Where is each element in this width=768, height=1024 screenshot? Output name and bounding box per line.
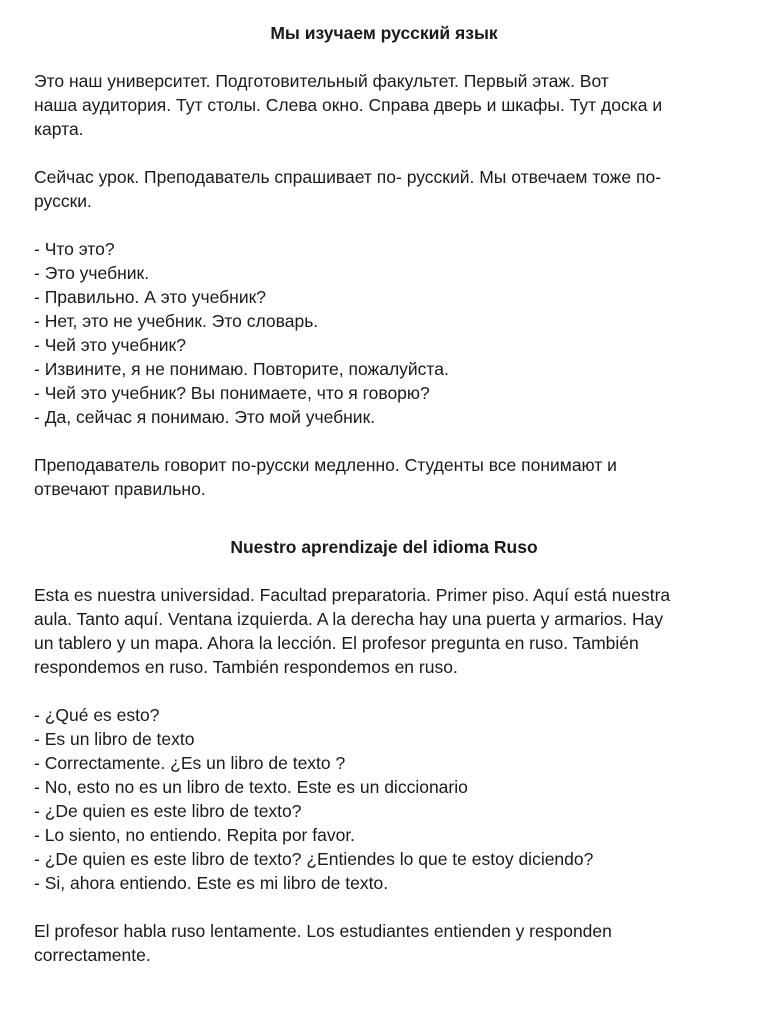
spanish-section [34, 535, 670, 967]
text-line: Esta es nuestra universidad. Facultad preparatoria. Primer piso. Aquí está nuestra [34, 585, 671, 605]
text-line: aula. Tanto aquí. Ventana izquierda. A la derecha hay una puerta y armarios. Hay [34, 609, 664, 629]
text-line: наша аудитория. Тут столы. Слева окно. Справа дверь и шкафы. Тут доска и [34, 95, 663, 115]
text-line: Преподаватель говорит по-русски медленно. Студенты все понимают и [34, 455, 617, 475]
text-line: Сейчас урок. Преподаватель спрашивает по- русский. Мы отвечаем тоже по- [34, 167, 662, 187]
dialog-line: - ¿Qué es esto? [34, 705, 160, 725]
dialog-line: - Si, ahora entiendo. Este es mi libro de texto. [34, 873, 389, 893]
dialog-line: - Es un libro de texto [34, 729, 195, 749]
text-line: respondemos en ruso. También respondemos en ruso. [34, 657, 458, 677]
dialog-line: - Извините, я не понимаю. Повторите, пожалуйста. [34, 359, 449, 379]
dialog-line: - Нет, это не учебник. Это словарь. [34, 311, 319, 331]
text-line: El profesor habla ruso lentamente. Los estudiantes entienden y responden [34, 921, 612, 941]
spanish-title: Nuestro aprendizaje del idioma Ruso [230, 537, 538, 557]
text-line: un tablero y un mapa. Ahora la lección. El profesor pregunta en ruso. También [34, 633, 639, 653]
dialog-line: - Чей это учебник? Вы понимаете, что я говорю? [34, 383, 430, 403]
text-line: Это наш университет. Подготовительный факультет. Первый этаж. Вот [34, 71, 609, 91]
spanish-dialog [34, 703, 670, 895]
spanish-paragraph-1 [34, 583, 670, 679]
text-line: correctamente. [34, 945, 151, 965]
russian-dialog [34, 237, 662, 429]
dialog-line: - ¿De quien es este libro de texto? ¿Entiendes lo que te estoy diciendo? [34, 849, 594, 869]
text-line: карта. [34, 119, 84, 139]
dialog-line: - Correctamente. ¿Es un libro de texto ? [34, 753, 346, 773]
russian-paragraph-2 [34, 165, 662, 213]
dialog-line: - Правильно. А это учебник? [34, 287, 267, 307]
dialog-line: - Чей это учебник? [34, 335, 186, 355]
dialog-line: - No, esto no es un libro de texto. Este es un diccionario [34, 777, 468, 797]
dialog-line: - Это учебник. [34, 263, 150, 283]
text-line: русски. [34, 191, 92, 211]
russian-title: Мы изучаем русский язык [270, 23, 498, 43]
russian-section [34, 69, 662, 501]
dialog-line: - Да, сейчас я понимаю. Это мой учебник. [34, 407, 376, 427]
dialog-line: - Lo siento, no entiendo. Repita por favor. [34, 825, 356, 845]
spanish-paragraph-2 [34, 919, 670, 967]
russian-paragraph-1 [34, 69, 662, 141]
dialog-line: - Что это? [34, 239, 115, 259]
dialog-line: - ¿De quien es este libro de texto? [34, 801, 302, 821]
text-line: отвечают правильно. [34, 479, 206, 499]
russian-paragraph-3 [34, 453, 662, 501]
